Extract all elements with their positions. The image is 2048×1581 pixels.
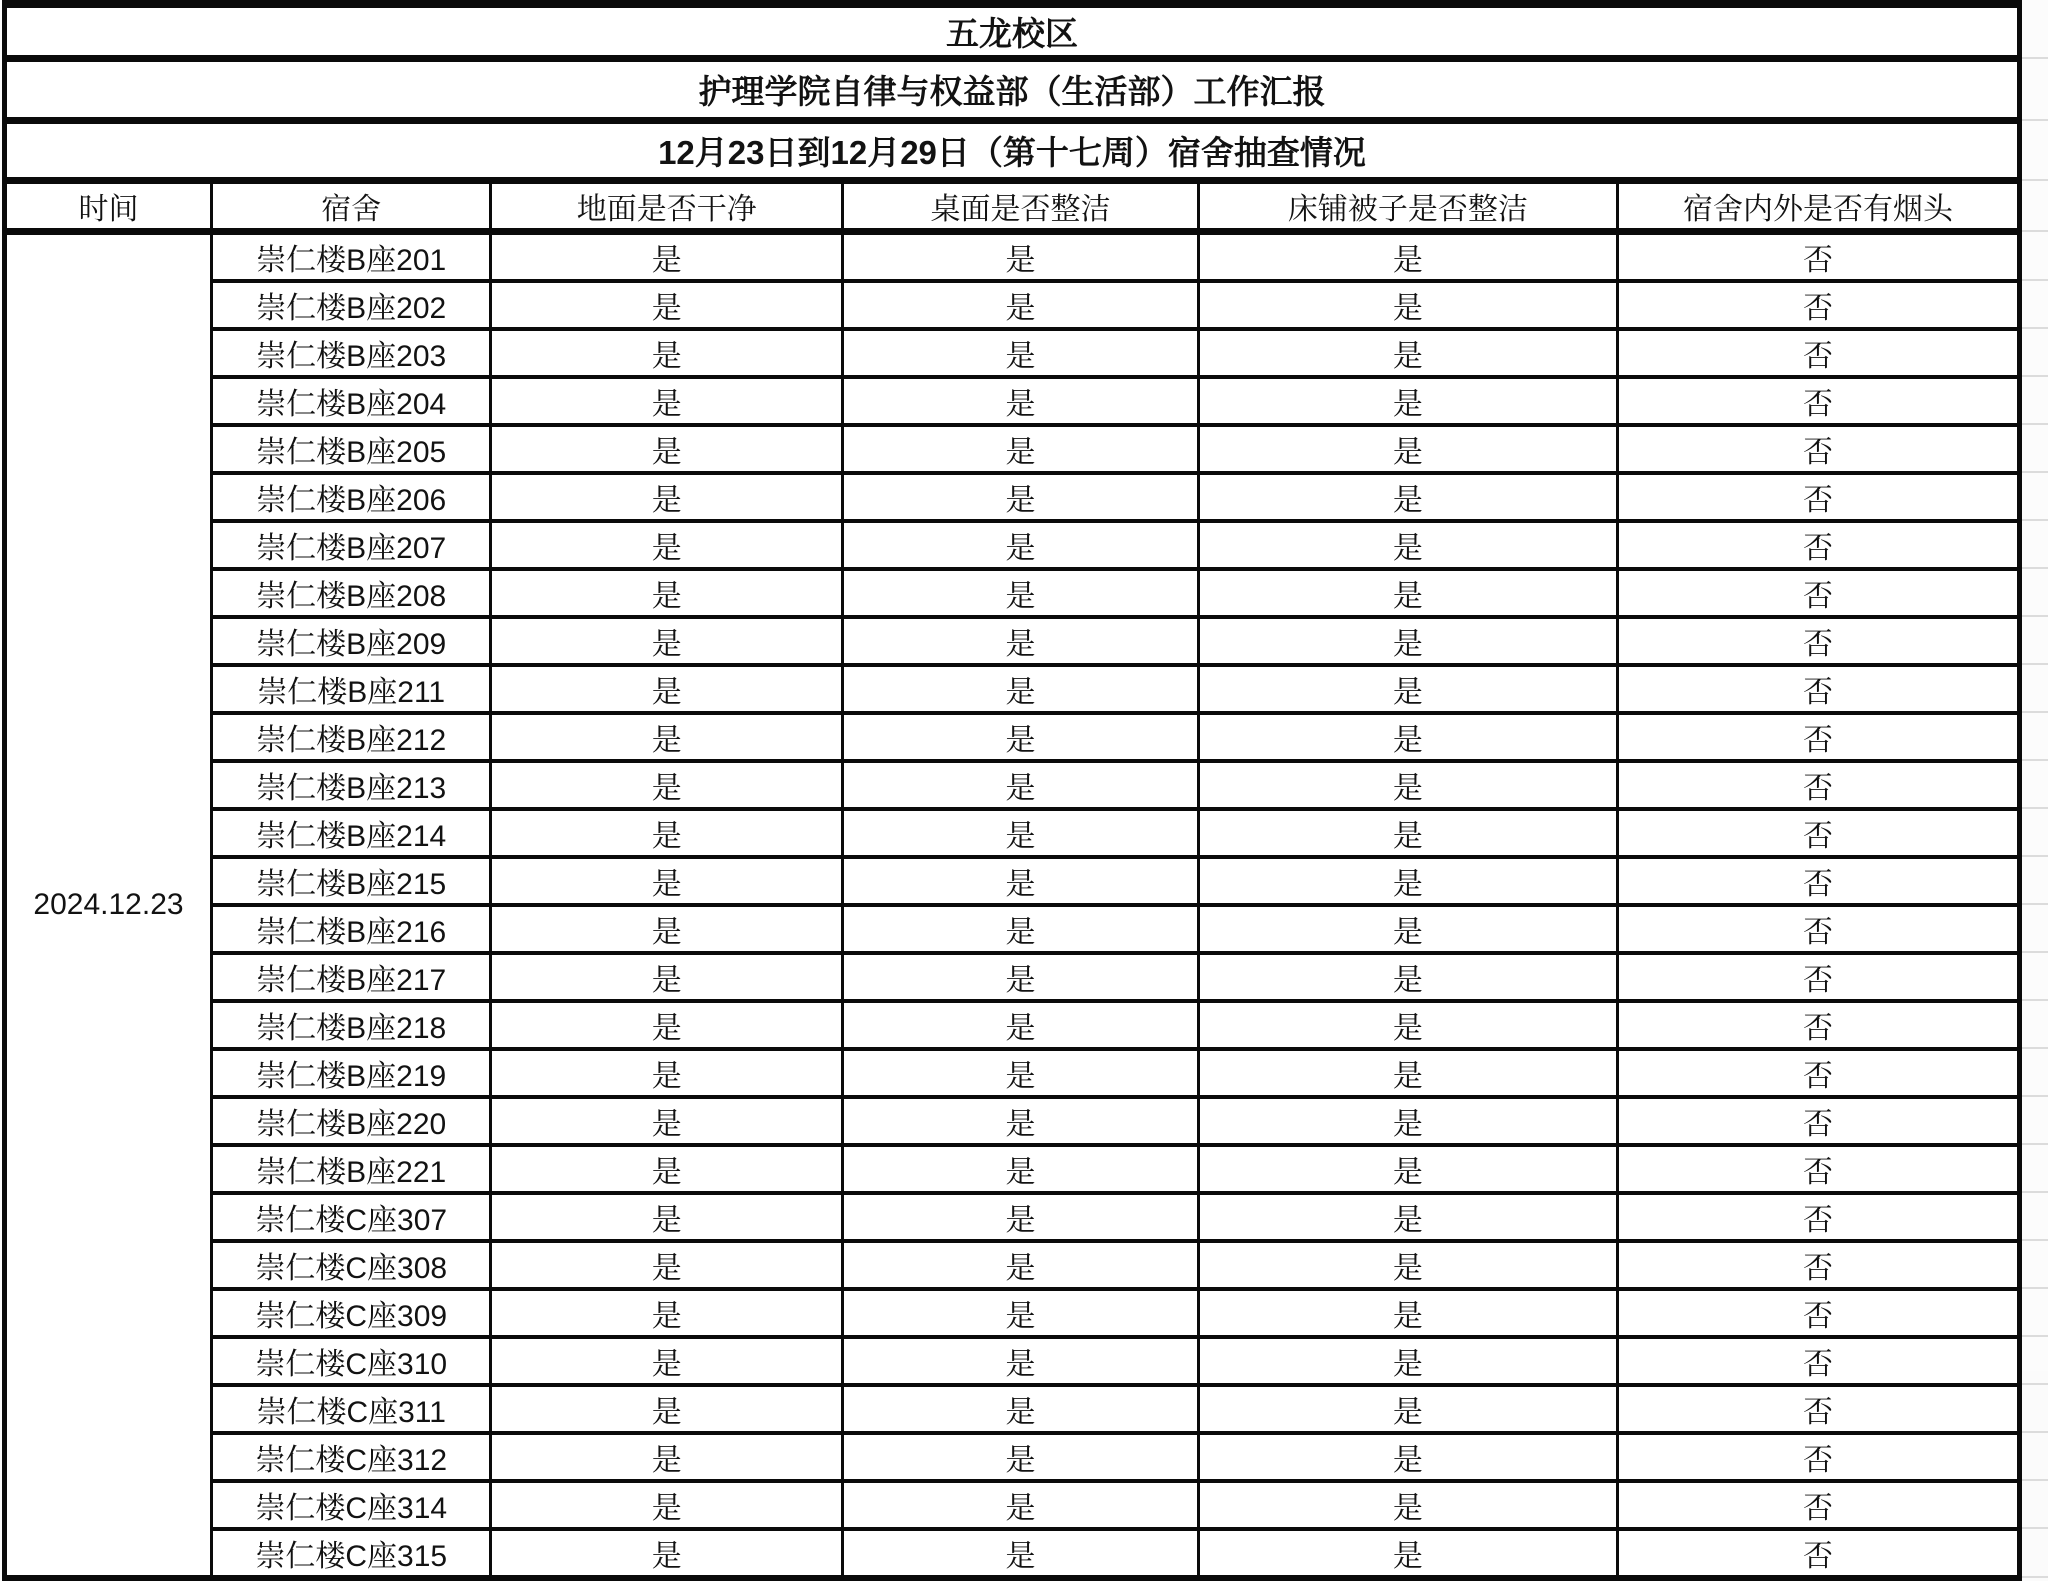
floor-clean-cell: 是 bbox=[491, 953, 843, 1001]
sheet-gridline bbox=[2022, 327, 2048, 329]
floor-clean-cell: 是 bbox=[491, 1433, 843, 1481]
floor-clean-cell: 是 bbox=[491, 665, 843, 713]
cigarette-butts-cell: 否 bbox=[1617, 1481, 2019, 1529]
sheet-gridline bbox=[2022, 1383, 2048, 1385]
table-row bbox=[5, 1097, 2020, 1145]
bed-tidy-cell: 是 bbox=[1198, 425, 1617, 473]
table-row bbox=[5, 473, 2020, 521]
column-header-floor: 地面是否干净 bbox=[491, 181, 843, 232]
bed-tidy-cell: 是 bbox=[1198, 1289, 1617, 1337]
floor-clean-cell: 是 bbox=[491, 377, 843, 425]
floor-clean-cell: 是 bbox=[491, 1529, 843, 1578]
cigarette-butts-cell: 否 bbox=[1617, 665, 2019, 713]
sheet-gridline bbox=[2022, 1335, 2048, 1337]
desk-tidy-cell: 是 bbox=[843, 1097, 1199, 1145]
cigarette-butts-cell: 否 bbox=[1617, 1529, 2019, 1578]
desk-tidy-cell: 是 bbox=[843, 1145, 1199, 1193]
bed-tidy-cell: 是 bbox=[1198, 809, 1617, 857]
cigarette-butts-cell: 否 bbox=[1617, 1049, 2019, 1097]
period-title: 12月23日到12月29日（第十七周）宿舍抽查情况 bbox=[5, 121, 2020, 181]
column-header-bed: 床铺被子是否整洁 bbox=[1198, 181, 1617, 232]
dorm-cell: 崇仁楼B座218 bbox=[212, 1001, 491, 1049]
table-row bbox=[5, 761, 2020, 809]
desk-tidy-cell: 是 bbox=[843, 377, 1199, 425]
dorm-cell: 崇仁楼C座311 bbox=[212, 1385, 491, 1433]
desk-tidy-cell: 是 bbox=[843, 232, 1199, 282]
report-title: 护理学院自律与权益部（生活部）工作汇报 bbox=[5, 59, 2020, 121]
dorm-cell: 崇仁楼B座215 bbox=[212, 857, 491, 905]
floor-clean-cell: 是 bbox=[491, 1145, 843, 1193]
period-title-row bbox=[5, 121, 2020, 181]
table-row bbox=[5, 809, 2020, 857]
desk-tidy-cell: 是 bbox=[843, 1529, 1199, 1578]
dorm-cell: 崇仁楼C座310 bbox=[212, 1337, 491, 1385]
desk-tidy-cell: 是 bbox=[843, 1001, 1199, 1049]
dorm-cell: 崇仁楼B座203 bbox=[212, 329, 491, 377]
desk-tidy-cell: 是 bbox=[843, 281, 1199, 329]
floor-clean-cell: 是 bbox=[491, 713, 843, 761]
desk-tidy-cell: 是 bbox=[843, 905, 1199, 953]
cigarette-butts-cell: 否 bbox=[1617, 473, 2019, 521]
sheet-gridline bbox=[2022, 663, 2048, 665]
floor-clean-cell: 是 bbox=[491, 521, 843, 569]
sheet-gridline bbox=[2022, 519, 2048, 521]
table-row bbox=[5, 1529, 2020, 1578]
dorm-cell: 崇仁楼B座204 bbox=[212, 377, 491, 425]
table-row bbox=[5, 1385, 2020, 1433]
header-row bbox=[5, 181, 2020, 232]
desk-tidy-cell: 是 bbox=[843, 953, 1199, 1001]
floor-clean-cell: 是 bbox=[491, 569, 843, 617]
bed-tidy-cell: 是 bbox=[1198, 232, 1617, 282]
bed-tidy-cell: 是 bbox=[1198, 665, 1617, 713]
desk-tidy-cell: 是 bbox=[843, 1049, 1199, 1097]
desk-tidy-cell: 是 bbox=[843, 1193, 1199, 1241]
dorm-cell: 崇仁楼C座312 bbox=[212, 1433, 491, 1481]
dorm-cell: 崇仁楼B座212 bbox=[212, 713, 491, 761]
sheet-gridline bbox=[2022, 375, 2048, 377]
floor-clean-cell: 是 bbox=[491, 1241, 843, 1289]
sheet-gridline bbox=[2022, 1576, 2048, 1578]
floor-clean-cell: 是 bbox=[491, 473, 843, 521]
floor-clean-cell: 是 bbox=[491, 232, 843, 282]
desk-tidy-cell: 是 bbox=[843, 473, 1199, 521]
cigarette-butts-cell: 否 bbox=[1617, 1241, 2019, 1289]
dorm-cell: 崇仁楼B座214 bbox=[212, 809, 491, 857]
table-body bbox=[5, 232, 2020, 1579]
bed-tidy-cell: 是 bbox=[1198, 377, 1617, 425]
sheet-gridline bbox=[2022, 423, 2048, 425]
bed-tidy-cell: 是 bbox=[1198, 761, 1617, 809]
table-row bbox=[5, 953, 2020, 1001]
table-row bbox=[5, 713, 2020, 761]
dorm-cell: 崇仁楼C座309 bbox=[212, 1289, 491, 1337]
table-row bbox=[5, 377, 2020, 425]
cigarette-butts-cell: 否 bbox=[1617, 617, 2019, 665]
dorm-cell: 崇仁楼B座221 bbox=[212, 1145, 491, 1193]
floor-clean-cell: 是 bbox=[491, 1337, 843, 1385]
bed-tidy-cell: 是 bbox=[1198, 1097, 1617, 1145]
dorm-cell: 崇仁楼C座308 bbox=[212, 1241, 491, 1289]
floor-clean-cell: 是 bbox=[491, 1193, 843, 1241]
desk-tidy-cell: 是 bbox=[843, 1433, 1199, 1481]
bed-tidy-cell: 是 bbox=[1198, 1433, 1617, 1481]
desk-tidy-cell: 是 bbox=[843, 665, 1199, 713]
desk-tidy-cell: 是 bbox=[843, 1289, 1199, 1337]
dorm-cell: 崇仁楼B座205 bbox=[212, 425, 491, 473]
desk-tidy-cell: 是 bbox=[843, 617, 1199, 665]
floor-clean-cell: 是 bbox=[491, 329, 843, 377]
cigarette-butts-cell: 否 bbox=[1617, 281, 2019, 329]
table-row bbox=[5, 1193, 2020, 1241]
cigarette-butts-cell: 否 bbox=[1617, 1001, 2019, 1049]
table-row bbox=[5, 1241, 2020, 1289]
bed-tidy-cell: 是 bbox=[1198, 569, 1617, 617]
cigarette-butts-cell: 否 bbox=[1617, 1145, 2019, 1193]
desk-tidy-cell: 是 bbox=[843, 425, 1199, 473]
bed-tidy-cell: 是 bbox=[1198, 1001, 1617, 1049]
floor-clean-cell: 是 bbox=[491, 1289, 843, 1337]
dorm-cell: 崇仁楼B座209 bbox=[212, 617, 491, 665]
cigarette-butts-cell: 否 bbox=[1617, 1097, 2019, 1145]
cigarette-butts-cell: 否 bbox=[1617, 377, 2019, 425]
sheet-gridline bbox=[2022, 759, 2048, 761]
bed-tidy-cell: 是 bbox=[1198, 617, 1617, 665]
cigarette-butts-cell: 否 bbox=[1617, 761, 2019, 809]
table-head bbox=[5, 4, 2020, 232]
desk-tidy-cell: 是 bbox=[843, 569, 1199, 617]
bed-tidy-cell: 是 bbox=[1198, 1049, 1617, 1097]
dorm-cell: 崇仁楼B座211 bbox=[212, 665, 491, 713]
desk-tidy-cell: 是 bbox=[843, 521, 1199, 569]
desk-tidy-cell: 是 bbox=[843, 1385, 1199, 1433]
table-row bbox=[5, 1481, 2020, 1529]
dorm-cell: 崇仁楼C座307 bbox=[212, 1193, 491, 1241]
table-row bbox=[5, 617, 2020, 665]
cigarette-butts-cell: 否 bbox=[1617, 1193, 2019, 1241]
table-row bbox=[5, 1145, 2020, 1193]
sheet-gridline bbox=[2022, 1095, 2048, 1097]
desk-tidy-cell: 是 bbox=[843, 857, 1199, 905]
sheet-gridline bbox=[2022, 279, 2048, 281]
sheet-gridline bbox=[2022, 855, 2048, 857]
bed-tidy-cell: 是 bbox=[1198, 329, 1617, 377]
sheet-gridline bbox=[2022, 57, 2048, 59]
column-header-time: 时间 bbox=[5, 181, 212, 232]
sheet-gridline bbox=[2022, 1287, 2048, 1289]
floor-clean-cell: 是 bbox=[491, 1097, 843, 1145]
table-row bbox=[5, 329, 2020, 377]
bed-tidy-cell: 是 bbox=[1198, 1241, 1617, 1289]
date-cell: 2024.12.23 bbox=[5, 232, 212, 1579]
sheet-gridline bbox=[2022, 1143, 2048, 1145]
desk-tidy-cell: 是 bbox=[843, 1241, 1199, 1289]
bed-tidy-cell: 是 bbox=[1198, 1337, 1617, 1385]
cigarette-butts-cell: 否 bbox=[1617, 953, 2019, 1001]
dorm-cell: 崇仁楼B座201 bbox=[212, 232, 491, 282]
table-row bbox=[5, 1433, 2020, 1481]
cigarette-butts-cell: 否 bbox=[1617, 425, 2019, 473]
bed-tidy-cell: 是 bbox=[1198, 857, 1617, 905]
sheet-gridline bbox=[2022, 711, 2048, 713]
desk-tidy-cell: 是 bbox=[843, 761, 1199, 809]
column-header-dorm: 宿舍 bbox=[212, 181, 491, 232]
bed-tidy-cell: 是 bbox=[1198, 713, 1617, 761]
bed-tidy-cell: 是 bbox=[1198, 521, 1617, 569]
dorm-cell: 崇仁楼B座213 bbox=[212, 761, 491, 809]
floor-clean-cell: 是 bbox=[491, 281, 843, 329]
table-row bbox=[5, 569, 2020, 617]
floor-clean-cell: 是 bbox=[491, 1049, 843, 1097]
floor-clean-cell: 是 bbox=[491, 809, 843, 857]
cigarette-butts-cell: 否 bbox=[1617, 521, 2019, 569]
sheet-gridline bbox=[2022, 567, 2048, 569]
sheet-gridline bbox=[2022, 807, 2048, 809]
floor-clean-cell: 是 bbox=[491, 425, 843, 473]
floor-clean-cell: 是 bbox=[491, 761, 843, 809]
campus-title-row bbox=[5, 4, 2020, 59]
table-row bbox=[5, 857, 2020, 905]
dorm-cell: 崇仁楼C座315 bbox=[212, 1529, 491, 1578]
cigarette-butts-cell: 否 bbox=[1617, 569, 2019, 617]
column-header-cigarette: 宿舍内外是否有烟头 bbox=[1617, 181, 2019, 232]
report-title-row bbox=[5, 59, 2020, 121]
dorm-cell: 崇仁楼C座314 bbox=[212, 1481, 491, 1529]
dorm-cell: 崇仁楼B座220 bbox=[212, 1097, 491, 1145]
table-row bbox=[5, 232, 2020, 282]
sheet-gridline bbox=[2022, 471, 2048, 473]
desk-tidy-cell: 是 bbox=[843, 809, 1199, 857]
bed-tidy-cell: 是 bbox=[1198, 281, 1617, 329]
bed-tidy-cell: 是 bbox=[1198, 473, 1617, 521]
sheet-gridline bbox=[2022, 179, 2048, 181]
cigarette-butts-cell: 否 bbox=[1617, 1385, 2019, 1433]
table-row bbox=[5, 1001, 2020, 1049]
dorm-cell: 崇仁楼B座208 bbox=[212, 569, 491, 617]
dorm-cell: 崇仁楼B座207 bbox=[212, 521, 491, 569]
cigarette-butts-cell: 否 bbox=[1617, 1433, 2019, 1481]
cigarette-butts-cell: 否 bbox=[1617, 857, 2019, 905]
sheet-gridline bbox=[2022, 1239, 2048, 1241]
dorm-cell: 崇仁楼B座217 bbox=[212, 953, 491, 1001]
cigarette-butts-cell: 否 bbox=[1617, 232, 2019, 282]
floor-clean-cell: 是 bbox=[491, 1385, 843, 1433]
table-row bbox=[5, 281, 2020, 329]
cigarette-butts-cell: 否 bbox=[1617, 1337, 2019, 1385]
sheet-gridline bbox=[2022, 1431, 2048, 1433]
desk-tidy-cell: 是 bbox=[843, 329, 1199, 377]
report-table bbox=[2, 0, 2022, 1581]
sheet-gridline bbox=[2022, 1527, 2048, 1529]
cigarette-butts-cell: 否 bbox=[1617, 905, 2019, 953]
bed-tidy-cell: 是 bbox=[1198, 1145, 1617, 1193]
table-row bbox=[5, 665, 2020, 713]
desk-tidy-cell: 是 bbox=[843, 713, 1199, 761]
bed-tidy-cell: 是 bbox=[1198, 1481, 1617, 1529]
table-row bbox=[5, 1289, 2020, 1337]
table-row bbox=[5, 905, 2020, 953]
sheet-gridline bbox=[2022, 951, 2048, 953]
table-row bbox=[5, 521, 2020, 569]
sheet-gridline bbox=[2022, 1191, 2048, 1193]
sheet-gridline bbox=[2022, 1047, 2048, 1049]
table-row bbox=[5, 425, 2020, 473]
dorm-cell: 崇仁楼B座206 bbox=[212, 473, 491, 521]
sheet-gridline bbox=[2022, 230, 2048, 232]
table-row bbox=[5, 1049, 2020, 1097]
dorm-cell: 崇仁楼B座219 bbox=[212, 1049, 491, 1097]
table-row bbox=[5, 1337, 2020, 1385]
floor-clean-cell: 是 bbox=[491, 1001, 843, 1049]
bed-tidy-cell: 是 bbox=[1198, 1193, 1617, 1241]
sheet-gridline bbox=[2022, 903, 2048, 905]
sheet-gridline bbox=[2022, 1479, 2048, 1481]
cigarette-butts-cell: 否 bbox=[1617, 713, 2019, 761]
desk-tidy-cell: 是 bbox=[843, 1481, 1199, 1529]
cigarette-butts-cell: 否 bbox=[1617, 329, 2019, 377]
desk-tidy-cell: 是 bbox=[843, 1337, 1199, 1385]
floor-clean-cell: 是 bbox=[491, 905, 843, 953]
bed-tidy-cell: 是 bbox=[1198, 953, 1617, 1001]
dorm-cell: 崇仁楼B座202 bbox=[212, 281, 491, 329]
floor-clean-cell: 是 bbox=[491, 857, 843, 905]
cigarette-butts-cell: 否 bbox=[1617, 1289, 2019, 1337]
sheet-gridline bbox=[2022, 999, 2048, 1001]
bed-tidy-cell: 是 bbox=[1198, 1529, 1617, 1578]
campus-title: 五龙校区 bbox=[5, 4, 2020, 59]
cigarette-butts-cell: 否 bbox=[1617, 809, 2019, 857]
floor-clean-cell: 是 bbox=[491, 1481, 843, 1529]
column-header-desk: 桌面是否整洁 bbox=[843, 181, 1199, 232]
dorm-cell: 崇仁楼B座216 bbox=[212, 905, 491, 953]
bed-tidy-cell: 是 bbox=[1198, 905, 1617, 953]
sheet-gridline bbox=[2022, 615, 2048, 617]
bed-tidy-cell: 是 bbox=[1198, 1385, 1617, 1433]
sheet-gridline bbox=[2022, 119, 2048, 121]
floor-clean-cell: 是 bbox=[491, 617, 843, 665]
